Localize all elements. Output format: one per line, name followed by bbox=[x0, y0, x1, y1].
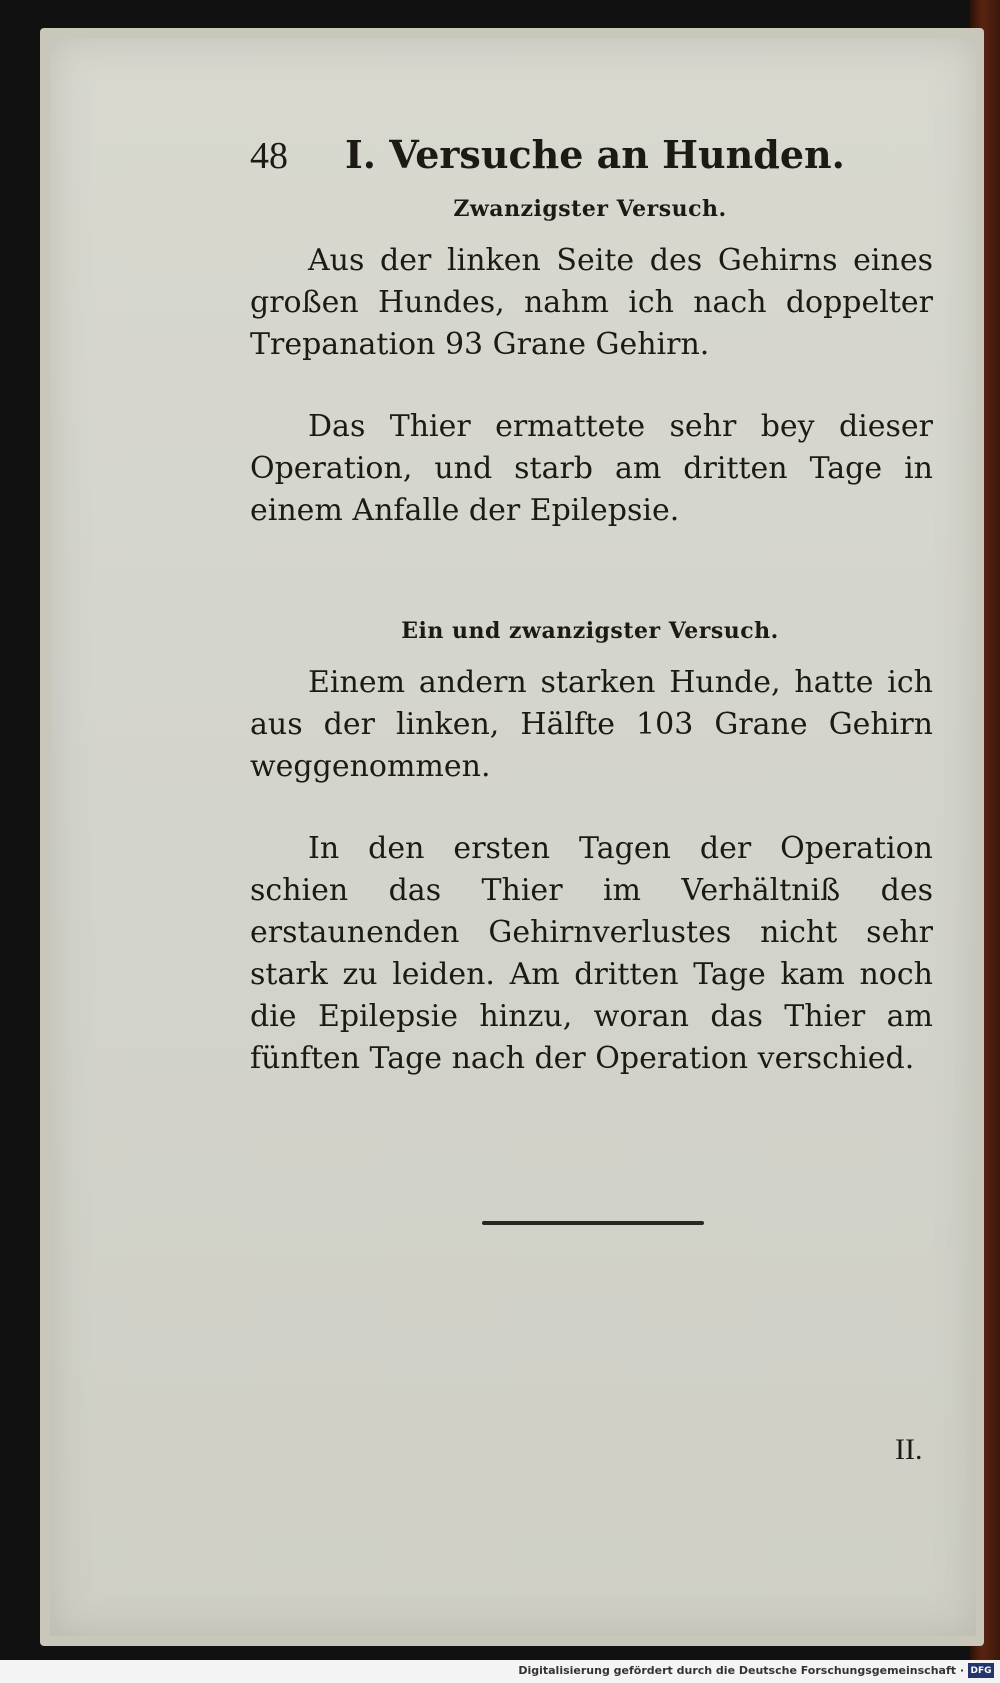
section-2-para-2 bbox=[250, 828, 933, 1080]
section-1-para-1 bbox=[250, 240, 933, 366]
paragraph: Aus der linken Seite des Gehirns eines großen Hundes, nahm ich nach doppelter Trepanation 93 Grane Gehirn. bbox=[250, 243, 933, 362]
running-head bbox=[250, 132, 930, 182]
page-number: 48 bbox=[250, 135, 288, 177]
closing-rule bbox=[482, 1221, 704, 1225]
catchword: II. bbox=[895, 1433, 923, 1466]
section-heading-2: Ein und zwanzigster Versuch. bbox=[401, 618, 779, 644]
section-1-para-2 bbox=[250, 406, 933, 532]
paragraph: In den ersten Tagen der Operation schien das Thier im Verhältniß des erstaunenden Gehirnverlustes nicht sehr stark zu leiden. Am dritten Tage kam noch die Epilepsie hinzu, woran das Thier am fünften Tage nach der Operation verschied. bbox=[250, 831, 933, 1076]
paragraph: Einem andern starken Hunde, hatte ich aus der linken, Hälfte 103 Grane Gehirn weggenommen. bbox=[250, 665, 933, 784]
section-2-para-1 bbox=[250, 662, 933, 788]
running-title: I. Versuche an Hunden. bbox=[345, 132, 845, 177]
dfg-logo: DFG bbox=[968, 1663, 994, 1678]
paragraph: Das Thier ermattete sehr bey dieser Operation, und starb am dritten Tage in einem Anfalle der Epilepsie. bbox=[250, 409, 933, 528]
section-heading-1: Zwanzigster Versuch. bbox=[453, 196, 727, 222]
digitization-credit: Digitalisierung gefördert durch die Deutsche Forschungsgemeinschaft · bbox=[518, 1664, 964, 1677]
